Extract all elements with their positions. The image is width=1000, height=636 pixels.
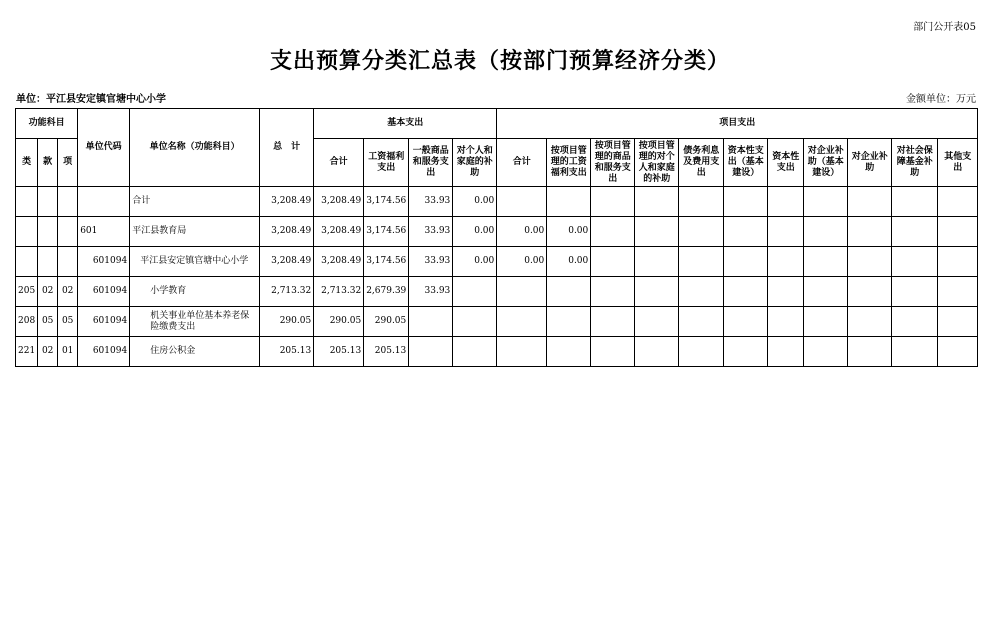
expenditure-table [15, 108, 978, 367]
cell-code [78, 187, 130, 217]
cell-b-total: 205.13 [314, 337, 364, 367]
cell-empty [635, 337, 679, 367]
cell-name: 合计 [130, 187, 260, 217]
cell-xiang [58, 187, 78, 217]
cell-xiang [58, 247, 78, 277]
unit-name-header: 单位名称（功能科目） [130, 109, 260, 187]
cell-empty [724, 307, 768, 337]
cell-xiang: 05 [58, 307, 78, 337]
cell-empty [768, 247, 804, 277]
cell-total: 290.05 [260, 307, 314, 337]
unit-label: 单位：平江县安定镇官塘中心小学 [16, 94, 166, 105]
cell-empty [848, 337, 892, 367]
cell-b-personal: 0.00 [453, 187, 497, 217]
cell-code: 601094 [78, 277, 130, 307]
cell-empty [804, 337, 848, 367]
cell-b-goods: 33.93 [409, 187, 453, 217]
cell-code: 601094 [78, 337, 130, 367]
cell-b-total: 3,208.49 [314, 187, 364, 217]
cell-b-wage: 2,679.39 [364, 277, 409, 307]
table-row [16, 247, 978, 277]
cell-p-total [497, 277, 547, 307]
basic-col-header: 对个人和家庭的补助 [453, 139, 497, 187]
cell-name: 小学教育 [130, 277, 260, 307]
cell-empty [848, 247, 892, 277]
project-col-header: 合计 [497, 139, 547, 187]
project-col-header: 债务利息及费用支出 [679, 139, 724, 187]
cell-b-personal [453, 307, 497, 337]
cell-empty [591, 337, 635, 367]
cell-empty [679, 247, 724, 277]
cell-empty [591, 307, 635, 337]
cell-b-goods [409, 307, 453, 337]
cell-p-wage [547, 277, 591, 307]
cell-empty [938, 277, 978, 307]
cell-b-wage: 3,174.56 [364, 217, 409, 247]
cell-empty [679, 187, 724, 217]
cell-empty [892, 277, 938, 307]
project-col-header: 按项目管理的对个人和家庭的补助 [635, 139, 679, 187]
cell-b-total: 2,713.32 [314, 277, 364, 307]
cell-xiang: 01 [58, 337, 78, 367]
cell-name: 平江县安定镇官塘中心小学 [130, 247, 260, 277]
cell-b-personal: 0.00 [453, 247, 497, 277]
table-row [16, 277, 978, 307]
cell-b-goods: 33.93 [409, 277, 453, 307]
cell-empty [591, 187, 635, 217]
cell-empty [635, 247, 679, 277]
cell-lei [16, 247, 38, 277]
cell-b-wage: 205.13 [364, 337, 409, 367]
cell-empty [804, 217, 848, 247]
cell-kuan: 02 [38, 277, 58, 307]
cell-p-wage: 0.00 [547, 217, 591, 247]
cell-empty [938, 307, 978, 337]
cell-total: 3,208.49 [260, 247, 314, 277]
cell-b-personal [453, 277, 497, 307]
cell-empty [848, 217, 892, 247]
cell-empty [848, 277, 892, 307]
cell-empty [768, 337, 804, 367]
cell-p-total [497, 337, 547, 367]
cell-lei: 205 [16, 277, 38, 307]
cell-empty [724, 247, 768, 277]
cell-empty [724, 187, 768, 217]
project-col-header: 对社会保障基金补助 [892, 139, 938, 187]
project-col-header: 其他支出 [938, 139, 978, 187]
total-header: 总 计 [260, 109, 314, 187]
cell-p-total: 0.00 [497, 217, 547, 247]
project-col-header: 对企业补助 [848, 139, 892, 187]
cell-empty [804, 277, 848, 307]
project-col-header: 资本性支出（基本建设） [724, 139, 768, 187]
cell-b-goods [409, 337, 453, 367]
cell-p-wage [547, 307, 591, 337]
cell-lei [16, 187, 38, 217]
cell-lei: 221 [16, 337, 38, 367]
cell-empty [635, 217, 679, 247]
lei-header: 类 [16, 139, 38, 187]
basic-col-header: 一般商品和服务支出 [409, 139, 453, 187]
cell-code: 601094 [78, 247, 130, 277]
cell-code: 601094 [78, 307, 130, 337]
cell-empty [591, 217, 635, 247]
project-header: 项目支出 [497, 109, 978, 139]
cell-empty [679, 277, 724, 307]
basic-header: 基本支出 [314, 109, 497, 139]
project-col-header: 按项目管理的商品和服务支出 [591, 139, 635, 187]
cell-empty [804, 187, 848, 217]
unit-code-header: 单位代码 [78, 109, 130, 187]
cell-empty [892, 217, 938, 247]
table-row [16, 217, 978, 247]
cell-b-personal: 0.00 [453, 217, 497, 247]
amount-unit-label: 金额单位：万元 [906, 94, 976, 105]
cell-empty [768, 277, 804, 307]
cell-p-wage: 0.00 [547, 247, 591, 277]
cell-empty [848, 307, 892, 337]
cell-empty [724, 217, 768, 247]
cell-name: 住房公积金 [130, 337, 260, 367]
cell-total: 2,713.32 [260, 277, 314, 307]
cell-empty [804, 247, 848, 277]
cell-empty [938, 187, 978, 217]
cell-p-wage [547, 187, 591, 217]
cell-empty [768, 217, 804, 247]
cell-empty [938, 217, 978, 247]
cell-kuan [38, 217, 58, 247]
basic-col-header: 合计 [314, 139, 364, 187]
cell-name: 机关事业单位基本养老保险缴费支出 [130, 307, 260, 337]
cell-b-total: 290.05 [314, 307, 364, 337]
cell-total: 3,208.49 [260, 217, 314, 247]
cell-code: 601 [78, 217, 130, 247]
cell-empty [724, 277, 768, 307]
cell-empty [892, 247, 938, 277]
cell-xiang: 02 [58, 277, 78, 307]
cell-empty [591, 247, 635, 277]
cell-p-total [497, 187, 547, 217]
cell-xiang [58, 217, 78, 247]
project-col-header: 资本性支出 [768, 139, 804, 187]
page-title: 支出预算分类汇总表（按部门预算经济分类） [269, 48, 730, 74]
cell-empty [635, 307, 679, 337]
cell-empty [892, 187, 938, 217]
kuan-header: 款 [38, 139, 58, 187]
cell-b-total: 3,208.49 [314, 247, 364, 277]
cell-lei [16, 217, 38, 247]
form-code: 部门公开表05 [913, 22, 976, 33]
cell-empty [679, 337, 724, 367]
cell-p-total [497, 307, 547, 337]
project-col-header: 对企业补助（基本建设） [804, 139, 848, 187]
cell-empty [591, 277, 635, 307]
project-col-header: 按项目管理的工资福利支出 [547, 139, 591, 187]
cell-empty [804, 307, 848, 337]
cell-p-total: 0.00 [497, 247, 547, 277]
cell-empty [768, 187, 804, 217]
table-row [16, 307, 978, 337]
cell-total: 3,208.49 [260, 187, 314, 217]
cell-b-personal [453, 337, 497, 367]
cell-empty [679, 217, 724, 247]
cell-b-total: 3,208.49 [314, 217, 364, 247]
cell-empty [768, 307, 804, 337]
func-subject-header: 功能科目 [16, 109, 78, 139]
cell-kuan [38, 247, 58, 277]
cell-b-goods: 33.93 [409, 217, 453, 247]
cell-empty [938, 337, 978, 367]
cell-name: 平江县教育局 [130, 217, 260, 247]
cell-empty [892, 307, 938, 337]
cell-b-goods: 33.93 [409, 247, 453, 277]
cell-b-wage: 3,174.56 [364, 187, 409, 217]
basic-col-header: 工资福利支出 [364, 139, 409, 187]
cell-empty [892, 337, 938, 367]
xiang-header: 项 [58, 139, 78, 187]
cell-b-wage: 290.05 [364, 307, 409, 337]
cell-empty [848, 187, 892, 217]
cell-empty [938, 247, 978, 277]
cell-empty [635, 187, 679, 217]
cell-empty [635, 277, 679, 307]
cell-empty [679, 307, 724, 337]
cell-empty [724, 337, 768, 367]
table-row [16, 187, 978, 217]
cell-kuan [38, 187, 58, 217]
cell-total: 205.13 [260, 337, 314, 367]
cell-p-wage [547, 337, 591, 367]
cell-b-wage: 3,174.56 [364, 247, 409, 277]
cell-kuan: 05 [38, 307, 58, 337]
table-row [16, 337, 978, 367]
cell-kuan: 02 [38, 337, 58, 367]
cell-lei: 208 [16, 307, 38, 337]
